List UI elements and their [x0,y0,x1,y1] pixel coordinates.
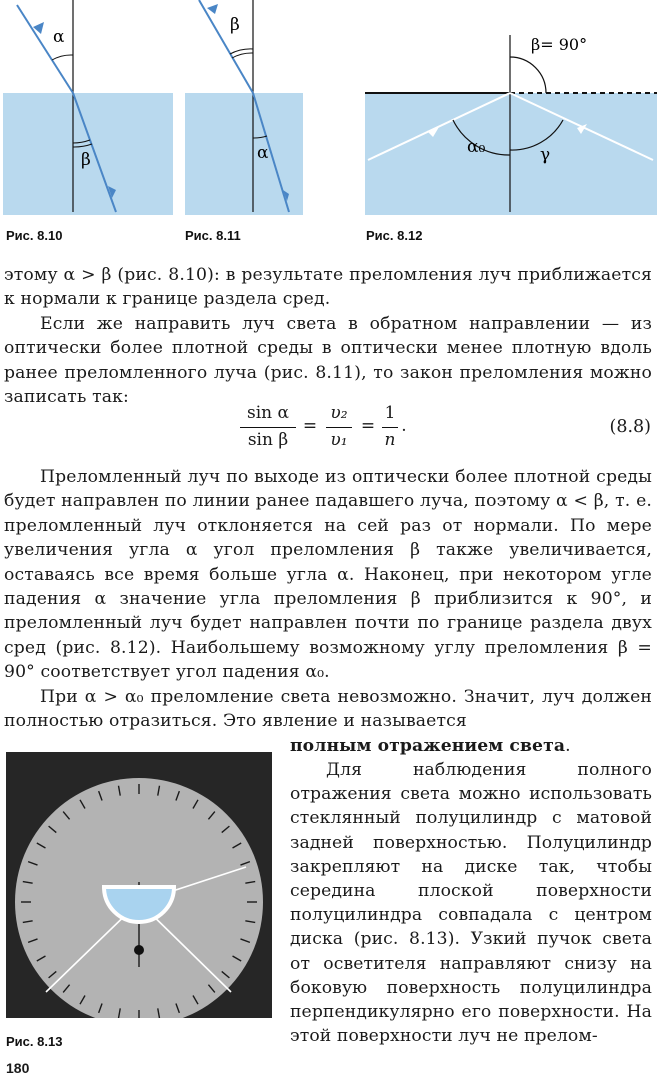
equation-number: (8.8) [609,417,651,437]
figure-8-12-caption: Рис. 8.12 [366,228,423,243]
fraction-bar [382,427,398,428]
ray-arrow [207,4,218,14]
figure-8-12 [365,0,657,220]
eq-f1-num: sin α [247,403,289,423]
incident-ray [199,0,253,93]
eq-period: . [401,416,407,436]
incident-ray [17,5,73,93]
figure-8-13 [6,752,272,1018]
beta-label: β [81,150,91,170]
eq-equals: = [302,416,318,436]
alpha0-label: α₀ [467,137,486,157]
center-dot [134,945,144,955]
paragraph-3: Преломленный луч по выходе из оптически более плотной среды будет направлен по линии ранее падавшего луча, поэтому α < β, т. е. преломленный луч отклоняется на сей раз от нормали. По мере увеличения угла α угол преломления β также увеличивается, оставаясь все время больше угла α. Наконец, при некотором угле падения α значение угла преломления β приблизится к 90°, и преломленный луч будет направлен почти по границе раздела двух сред (рис. 8.12). Наибольшему возможному углу преломления β = 90° соответствует угол падения α₀. [4,467,652,683]
eq-f2-num: υ₂ [330,403,348,423]
figure-8-11 [185,0,305,220]
figure-8-11-caption: Рис. 8.11 [185,228,241,243]
angle-arc [52,55,73,60]
page-number: 180 [6,1060,30,1076]
beta-label: β [230,15,240,35]
paragraph-1: этому α > β (рис. 8.10): в результате преломления луч приближается к нормали к границе раздела сред. [4,265,652,310]
figure-8-10 [3,0,173,220]
paragraph-4-text: При α > α₀ преломление света невозможно. Значит, луч должен полностью отразиться. Это явление и называется [4,687,652,732]
paragraph-5: Для наблюдения полного отражения света можно использовать стеклянный полуцилиндр с матовой задней поверхностью. Полуцилиндр закрепляют на диске так, чтобы середина плоской поверхности полуцилиндра совпадала с центром диска (рис. 8.13). Узкий пучок света от осветителя направляют снизу на боковую поверхность полуцилиндра перпендикулярно его поверхности. На этой поверхности луч не прелом- [290,760,652,1047]
equation-8-8 [0,403,657,457]
eq-f3-den: n [384,430,396,450]
eq-equals: = [360,416,376,436]
angle-arc-beta [510,57,546,93]
figure-8-10-caption: Рис. 8.10 [6,228,63,243]
term-period: . [565,736,571,756]
fraction-bar [326,427,352,428]
eq-f2-den: υ₁ [330,430,348,450]
beta-90-label: β= 90° [531,35,588,54]
paragraph-4 [4,685,652,734]
eq-f3-num: 1 [384,403,396,423]
glass-medium [365,93,657,215]
alpha-label: α [257,143,269,163]
paragraph-2: Если же направить луч света в обратном направлении — из оптически более плотной среды в оптически менее плотную вдоль ранее преломленного луча (рис. 8.11), то закон преломления можно записать так: [4,314,652,408]
gamma-label: γ [540,145,551,165]
eq-f1-den: sin β [247,430,289,450]
fraction-bar [240,427,296,428]
figure-8-13-caption: Рис. 8.13 [6,1034,63,1049]
term-line [290,734,652,758]
alpha-label: α [53,27,65,47]
term-total-reflection: полным отражением света [290,736,566,756]
angle-arc [232,53,253,58]
